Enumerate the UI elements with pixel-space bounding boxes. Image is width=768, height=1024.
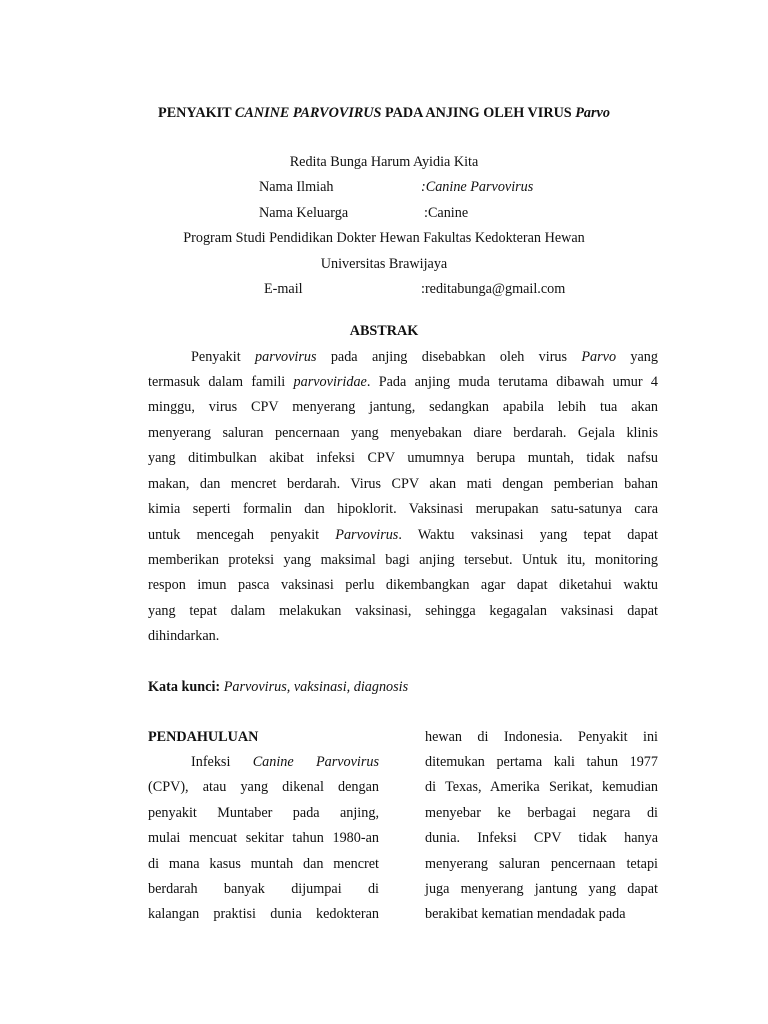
text-run: pada anjing disebabkan oleh virus: [316, 349, 582, 365]
paper-title: [0, 104, 768, 122]
abstract-line: yang ditimbulkan akibat infeksi CPV umumnya berupa muntah, tidak nafsu: [148, 450, 658, 466]
intro-line: [191, 753, 379, 771]
intro-line: juga menyerang jantung yang dapat: [425, 881, 658, 897]
abstract-line: yang tepat dalam melakukan vaksinasi, sehingga kegagalan vaksinasi dapat: [148, 603, 658, 619]
text-run: Penyakit: [191, 349, 255, 365]
author-name: Redita Bunga Harum Ayidia Kita: [289, 154, 479, 170]
email-label: E-mail: [264, 281, 303, 297]
italic-term: Parvovirus: [315, 754, 380, 770]
text-run: . Pada anjing muda terutama dibawah umur 4: [366, 374, 658, 390]
italic-term: Parvo: [581, 349, 617, 365]
intro-line: mulai mencuat sekitar tahun 1980-an: [148, 830, 379, 846]
abstract-line: menyerang saluran pencernaan yang menyebakan diare berdarah. Gejala klinis: [148, 425, 658, 441]
intro-line: kalangan praktisi dunia kedokteran: [148, 906, 379, 922]
abstract-line: memberikan proteksi yang maksimal bagi anjing tersebut. Untuk itu, monitoring: [148, 552, 658, 568]
intro-line: hewan di Indonesia. Penyakit ini: [425, 729, 658, 745]
abstract-heading: ABSTRAK: [349, 323, 419, 339]
program-affiliation: Program Studi Pendidikan Dokter Hewan Fakultas Kedokteran Hewan: [183, 230, 585, 246]
nama-ilmiah-value: :Canine Parvovirus: [421, 179, 534, 195]
intro-line: dunia. Infeksi CPV tidak hanya: [425, 830, 658, 846]
abstract-line: respon imun pasca vaksinasi perlu dikembangkan agar dapat diketahui waktu: [148, 577, 658, 593]
intro-line: di mana kasus muntah dan mencret: [148, 856, 379, 872]
italic-term: parvoviridae: [293, 374, 367, 390]
abstract-line: [191, 348, 658, 366]
abstract-line: minggu, virus CPV menyerang jantung, sedangkan apabila lebih tua akan: [148, 399, 658, 415]
keywords-label: Kata kunci:: [148, 679, 221, 695]
email-value: :reditabunga@gmail.com: [421, 281, 566, 297]
nama-keluarga-label: Nama Keluarga: [259, 205, 349, 221]
intro-line: berdarah banyak dijumpai di: [148, 881, 379, 897]
title-middle: PADA ANJING OLEH VIRUS: [381, 105, 576, 121]
title-italic-parvo: Parvo: [575, 105, 610, 121]
intro-heading: PENDAHULUAN: [148, 729, 259, 745]
text-run: yang: [616, 349, 658, 365]
title-prefix: PENYAKIT: [158, 105, 235, 121]
keywords-line: [148, 678, 408, 696]
nama-ilmiah-label: Nama Ilmiah: [259, 179, 334, 195]
intro-line: menyebar ke berbagai negara di: [425, 805, 658, 821]
university-affiliation: Universitas Brawijaya: [320, 256, 448, 272]
italic-term: Parvovirus: [335, 527, 399, 543]
keywords-values: Parvovirus, vaksinasi, diagnosis: [220, 679, 409, 695]
nama-keluarga-value: :Canine: [424, 205, 469, 221]
abstract-line: makan, dan mencret berdarah. Virus CPV akan mati dengan pemberian bahan: [148, 476, 658, 492]
text-run: . Waktu vaksinasi yang tepat dapat: [398, 527, 658, 543]
abstract-line: [148, 526, 658, 544]
abstract-line: [148, 373, 658, 391]
italic-term: Canine: [252, 754, 294, 770]
abstract-line: dihindarkan.: [148, 628, 220, 644]
title-italic-virus: CANINE PARVOVIRUS: [234, 105, 382, 121]
abstract-line: kimia seperti formalin dan hipoklorit. Vaksinasi merupakan satu-satunya cara: [148, 501, 658, 517]
text-run: untuk mencegah penyakit: [148, 527, 336, 543]
intro-line: ditemukan pertama kali tahun 1977: [425, 754, 658, 770]
italic-term: parvovirus: [255, 349, 317, 365]
intro-line: di Texas, Amerika Serikat, kemudian: [425, 779, 658, 795]
intro-line: penyakit Muntaber pada anjing,: [148, 805, 379, 821]
text-run: termasuk dalam famili: [148, 374, 294, 390]
text-run: Infeksi: [191, 754, 231, 770]
intro-line: menyerang saluran pencernaan tetapi: [425, 856, 658, 872]
intro-line: berakibat kematian mendadak pada: [425, 906, 626, 922]
intro-line: (CPV), atau yang dikenal dengan: [148, 779, 379, 795]
